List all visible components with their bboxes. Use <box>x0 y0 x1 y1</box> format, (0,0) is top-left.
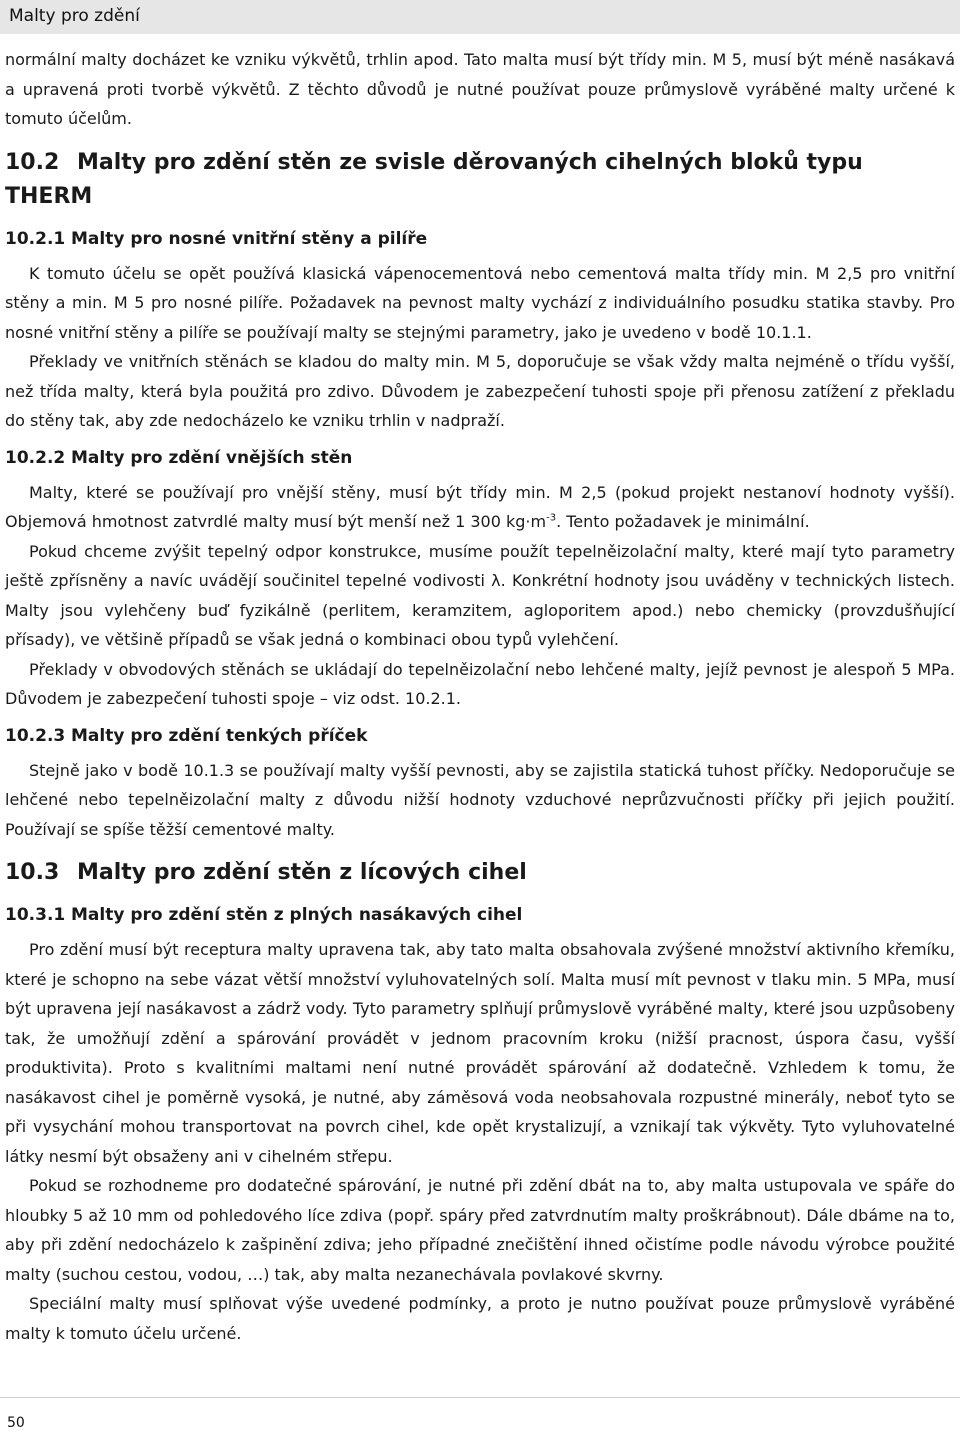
paragraph-text: . Tento požadavek je minimální. <box>556 512 810 531</box>
paragraph <box>5 478 955 537</box>
subsection-number: 10.2.1 <box>5 228 66 249</box>
subsection-heading-10-3-1 <box>5 900 955 930</box>
section-number: 10.2 <box>5 149 60 175</box>
document-body <box>5 45 955 1348</box>
paragraph: Pokud chceme zvýšit tepelný odpor konstrukce, musíme použít tepelněizolační malty, které mají tyto parametry ještě zpřísněny a navíc uvádějí součinitel tepelné vodivosti λ. Konkrétní hodnoty jsou uváděny v technických listech. Malty jsou vylehčeny buď fyzikálně (perlitem, keramzitem, agloporitem apod.) nebo chemicky (provzdušňující přísady), ve většině případů se však jedná o kombinaci obou typů vylehčení. <box>5 541 955 649</box>
paragraph-text: Malty, které se používají pro vnější stěny, musí být třídy min. M 2,5 (pokud projekt nestanoví hodnoty vyšší). Objemová hmotnost zatvrdlé malty musí být menší než 1 300 kg·m <box>5 482 955 531</box>
subsection-heading-10-2-3 <box>5 721 955 751</box>
section-title: Malty pro zdění stěn z lícových cihel <box>77 860 527 885</box>
section-number: 10.3 <box>5 860 60 885</box>
subsection-number: 10.3.1 <box>5 905 66 925</box>
page-header-bar <box>0 0 960 34</box>
paragraph: Překlady v obvodových stěnách se ukládají do tepelněizolační nebo lehčené malty, jejíž pevnost je alespoň 5 MPa. Důvodem je zabezpečení tuhosti spoje – viz odst. 10.2.1. <box>5 659 955 708</box>
section-title: Malty pro zdění stěn ze svisle děrovaných cihelných bloků typu THERM <box>5 149 863 209</box>
paragraph: Překlady ve vnitřních stěnách se kladou do malty min. M 5, doporučuje se však vždy malta nejméně o třídu vyšší, než třída malty, která byla použitá pro zdivo. Důvodem je zabezpečení tuhosti spoje při přenosu zatížení z překladu do stěny tak, aby zde nedocházelo ke vzniku trhlin v nadpraží. <box>5 352 955 430</box>
subsection-title: Malty pro nosné vnitřní stěny a pilíře <box>71 228 428 249</box>
page-number: 50 <box>7 1415 25 1431</box>
subsection-title: Malty pro zdění stěn z plných nasákavých cihel <box>71 905 523 925</box>
subsection-title: Malty pro zdění vnějších stěn <box>71 447 353 468</box>
superscript-exponent: -3 <box>546 512 557 524</box>
intro-paragraph: normální malty docházet ke vzniku výkvětů, trhlin apod. Tato malta musí být třídy min. M 5, musí být méně nasákavá a upravená proti tvorbě výkvětů. Z těchto důvodů je nutné používat pouze průmyslově vyráběné malty určené k tomuto účelům. <box>5 50 955 128</box>
paragraph: Pro zdění musí být receptura malty upravena tak, aby tato malta obsahovala zvýšené množství aktivního křemíku, které je schopno na sebe vázat větší množství vyluhovatelných solí. Malta musí mít pevnost v tlaku min. 5 MPa, musí být upravena její nasákavost a zádrž vody. Tyto parametry splňují průmyslově vyráběné malty, které jsou uzpůsobeny tak, že umožňují zdění a spárování provádět v jednom pracovním kroku (nižší pracnost, úspora času, vyšší produktivita). Proto s kvalitními maltami není nutné provádět spárování až dodatečně. Vzhledem k tomu, že nasákavost cihel je poměrně vysoká, je nutné, aby záměsová voda neobsahovala rozpustné minerály, neboť tyto se při vysychání mohou transportovat na povrch cihel, kde opět krystalizují, a vznikají tak výkvěty. Tyto vyluhovatelné látky nesmí být obsaženy ani v cihelném střepu. <box>5 940 955 1166</box>
footer-divider <box>0 1397 960 1398</box>
subsection-heading-10-2-2 <box>5 443 955 473</box>
subsection-title: Malty pro zdění tenkých příček <box>71 725 368 746</box>
paragraph: Speciální malty musí splňovat výše uvedené podmínky, a proto je nutno používat pouze průmyslově vyráběné malty k tomuto účelu určené. <box>5 1294 955 1343</box>
subsection-number: 10.2.3 <box>5 725 66 746</box>
paragraph: Stejně jako v bodě 10.1.3 se používají malty vyšší pevnosti, aby se zajistila statická tuhost příčky. Nedoporučuje se lehčené nebo tepelněizolační malty z důvodu nižší hodnoty vzduchové neprůzvučnosti příčky při jejich použití. Používají se spíše těžší cementové malty. <box>5 760 955 839</box>
section-heading-10-2 <box>5 146 955 214</box>
subsection-number: 10.2.2 <box>5 447 66 468</box>
section-heading-10-3 <box>5 856 955 890</box>
running-header-title: Malty pro zdění <box>9 6 140 26</box>
paragraph: K tomuto účelu se opět používá klasická vápenocementová nebo cementová malta třídy min. M 2,5 pro vnitřní stěny a min. M 5 pro nosné pilíře. Požadavek na pevnost malty vychází z individuálního posudku statika stavby. Pro nosné vnitřní stěny a pilíře se používají malty se stejnými parametry, jako je uvedeno v bodě 10.1.1. <box>5 263 955 342</box>
paragraph: Pokud se rozhodneme pro dodatečné spárování, je nutné při zdění dbát na to, aby malta ustupovala ve spáře do hloubky 5 až 10 mm od pohledového líce zdiva (popř. spáry před zatvrdnutím malty proškrábnout). Dále dbáme na to, aby při zdění nedocházelo k zašpinění zdiva; jeho případné znečištění ihned očistíme podle návodu výrobce použité malty (suchou cestou, vodou, …) tak, aby malta nezanechávala povlakové skvrny. <box>5 1176 955 1284</box>
subsection-heading-10-2-1 <box>5 224 955 254</box>
